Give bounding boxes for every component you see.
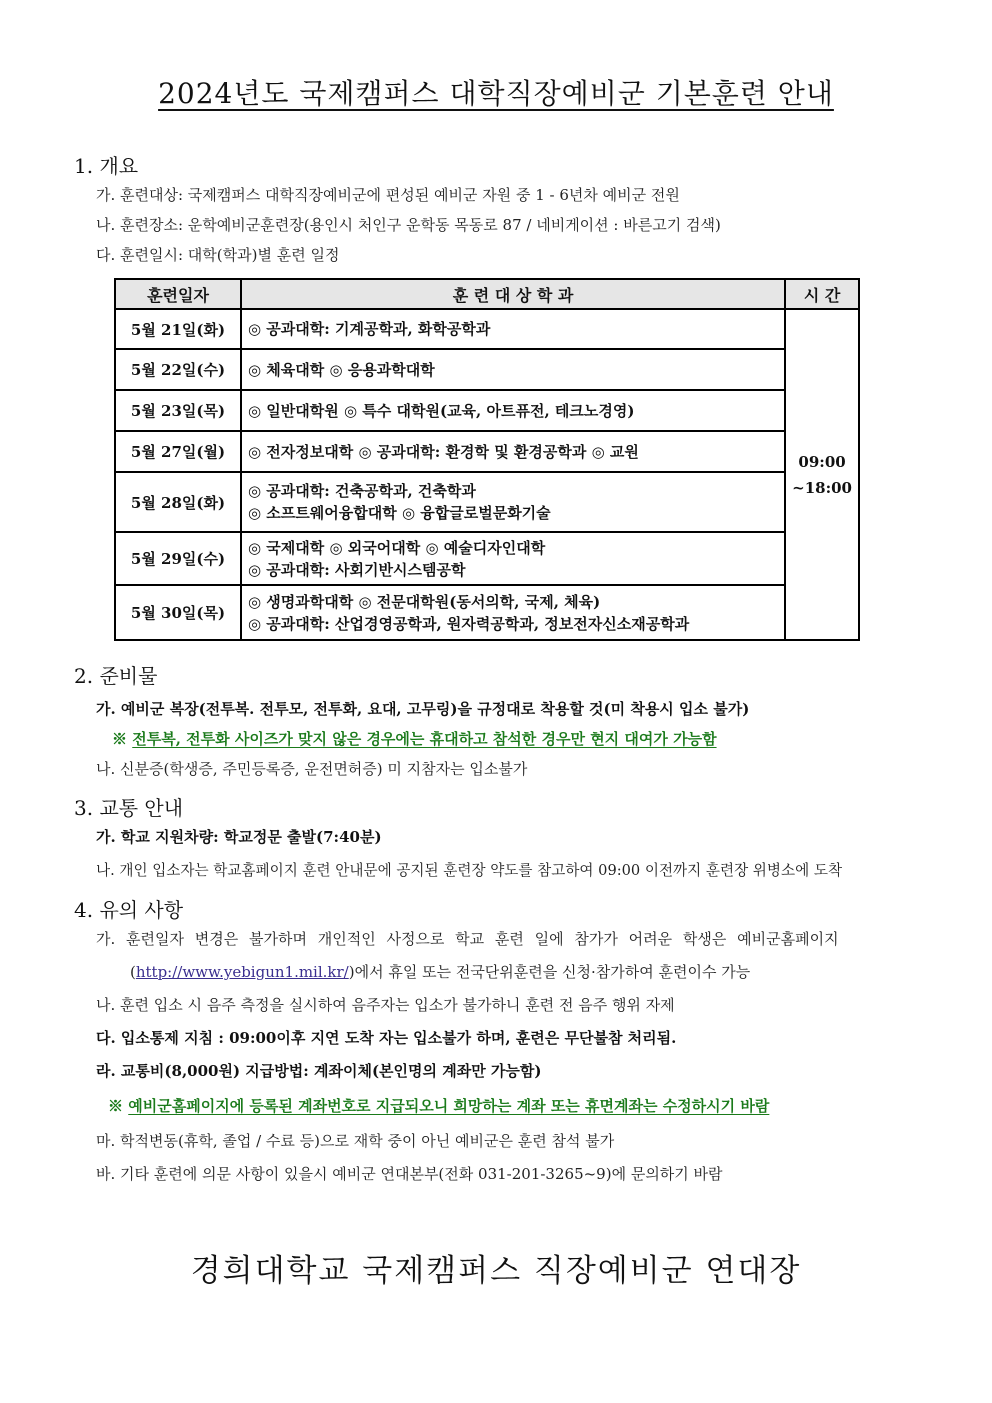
id-requirement: 나. 신분증(학생증, 주민등록증, 운전면허증) 미 지참자는 입소불가: [96, 760, 528, 778]
row-departments: ◎ 국제대학 ◎ 외국어대학 ◎ 예술디자인대학 ◎ 공과대학: 사회기반시스템공학: [241, 532, 785, 585]
note-text: 예비군홈페이지에 등록된 계좌번호로 지급되오니 희망하는 계좌 또는 휴면계좌는 수정하시기 바람: [128, 1097, 770, 1115]
training-location: 나. 훈련장소: 운학예비군훈련장(용인시 처인구 운학동 목동로 87 / 네비게이션 : 바른고기 검색): [96, 216, 721, 234]
time-end: ~18:00: [792, 478, 852, 497]
row-date: 5월 29일(수): [115, 532, 241, 585]
row-departments: ◎ 일반대학원 ◎ 특수 대학원(교육, 아트퓨전, 테크노경영): [241, 390, 785, 431]
note-contact: 바. 기타 훈련에 의문 사항이 있을시 예비군 연대본부(전화 031-201-3265~9)에 문의하기 바람: [96, 1165, 723, 1183]
table-row: [115, 532, 859, 585]
row-departments: ◎ 전자정보대학 ◎ 공과대학: 환경학 및 환경공학과 ◎ 교원: [241, 431, 785, 472]
table-row: [115, 431, 859, 472]
note-text: 전투복, 전투화 사이즈가 맞지 않은 경우에는 휴대하고 참석한 경우만 현지 대여가 가능함: [132, 730, 717, 748]
table-row: [115, 472, 859, 532]
note-date-change-cont: (http://www.yebigun1.mil.kr/)에서 휴일 또는 전국단위훈련을 신청·참가하여 훈련이수 가능: [130, 963, 751, 981]
uniform-requirement: 가. 예비군 복장(전투복. 전투모, 전투화, 요대, 고무링)을 규정대로 착용할 것(미 착용시 입소 불가): [96, 700, 750, 718]
individual-arrival: 나. 개인 입소자는 학교홈페이지 훈련 안내문에 공지된 훈련장 약도를 참고하여 09:00 이전까지 훈련장 위병소에 도착: [96, 862, 843, 879]
header-date: 훈련일자: [115, 279, 241, 309]
note-transport-fee: 라. 교통비(8,000원) 지급방법: 계좌이체(본인명의 계좌만 가능함): [96, 1062, 542, 1080]
time-start: 09:00: [798, 452, 846, 471]
table-row: [115, 309, 859, 349]
table-header-row: [115, 279, 859, 309]
signature-footer: 경희대학교 국제캠퍼스 직장예비군 연대장: [190, 1253, 802, 1289]
row-date: 5월 28일(화): [115, 472, 241, 532]
note-alcohol: 나. 훈련 입소 시 음주 측정을 실시하여 음주자는 입소가 불가하니 훈련 전 음주 행위 자제: [96, 996, 675, 1014]
row-departments: ◎ 체육대학 ◎ 응용과학대학: [241, 349, 785, 390]
header-time: 시 간: [785, 279, 859, 309]
note-mark: ※: [112, 730, 128, 748]
account-note: [108, 1095, 769, 1116]
training-target: 가. 훈련대상: 국제캠퍼스 대학직장예비군에 편성된 예비군 자원 중 1 - 6년차 예비군 전원: [96, 186, 680, 204]
uniform-rental-note: [112, 728, 717, 749]
row-date: 5월 21일(화): [115, 309, 241, 349]
row-departments: ◎ 공과대학: 건축공학과, 건축학과 ◎ 소프트웨어융합대학 ◎ 융합글로벌문화기술: [241, 472, 785, 532]
note-mark: ※: [108, 1097, 124, 1115]
note-date-change: 가. 훈련일자 변경은 불가하며 개인적인 사정으로 학교 훈련 일에 참가가 어려운 학생은 예비군홈페이지: [96, 930, 839, 948]
table-row: [115, 349, 859, 390]
section-heading-notes: 4. 유의 사항: [74, 898, 184, 922]
training-time: [785, 309, 859, 640]
row-date: 5월 22일(수): [115, 349, 241, 390]
section-heading-overview: 1. 개요: [74, 154, 139, 178]
table-row: [115, 390, 859, 431]
document-title: 2024년도 국제캠퍼스 대학직장예비군 기본훈련 안내: [158, 77, 834, 110]
header-departments: 훈 련 대 상 학 과: [241, 279, 785, 309]
section-heading-transport: 3. 교통 안내: [74, 796, 184, 820]
schedule-table: [114, 278, 860, 641]
row-departments: ◎ 생명과학대학 ◎ 전문대학원(동서의학, 국제, 체육) ◎ 공과대학: 산업경영공학과, 원자력공학과, 정보전자신소재공학과: [241, 585, 785, 640]
section-heading-supplies: 2. 준비물: [74, 664, 158, 688]
school-shuttle: 가. 학교 지원차량: 학교정문 출발(7:40분): [96, 828, 382, 846]
note-enrollment-change: 마. 학적변동(휴학, 졸업 / 수료 등)으로 재학 중이 아닌 예비군은 훈련 참석 불가: [96, 1132, 615, 1150]
row-date: 5월 27일(월): [115, 431, 241, 472]
yebigun-link[interactable]: http://www.yebigun1.mil.kr/: [135, 963, 349, 981]
note-entry-control: 다. 입소통제 지침 : 09:00이후 지연 도착 자는 입소불가 하며, 훈련은 무단불참 처리됨.: [96, 1029, 677, 1047]
table-row: [115, 585, 859, 640]
training-schedule-label: 다. 훈련일시: 대학(학과)별 훈련 일정: [96, 246, 340, 264]
row-departments: ◎ 공과대학: 기계공학과, 화학공학과: [241, 309, 785, 349]
row-date: 5월 30일(목): [115, 585, 241, 640]
row-date: 5월 23일(목): [115, 390, 241, 431]
